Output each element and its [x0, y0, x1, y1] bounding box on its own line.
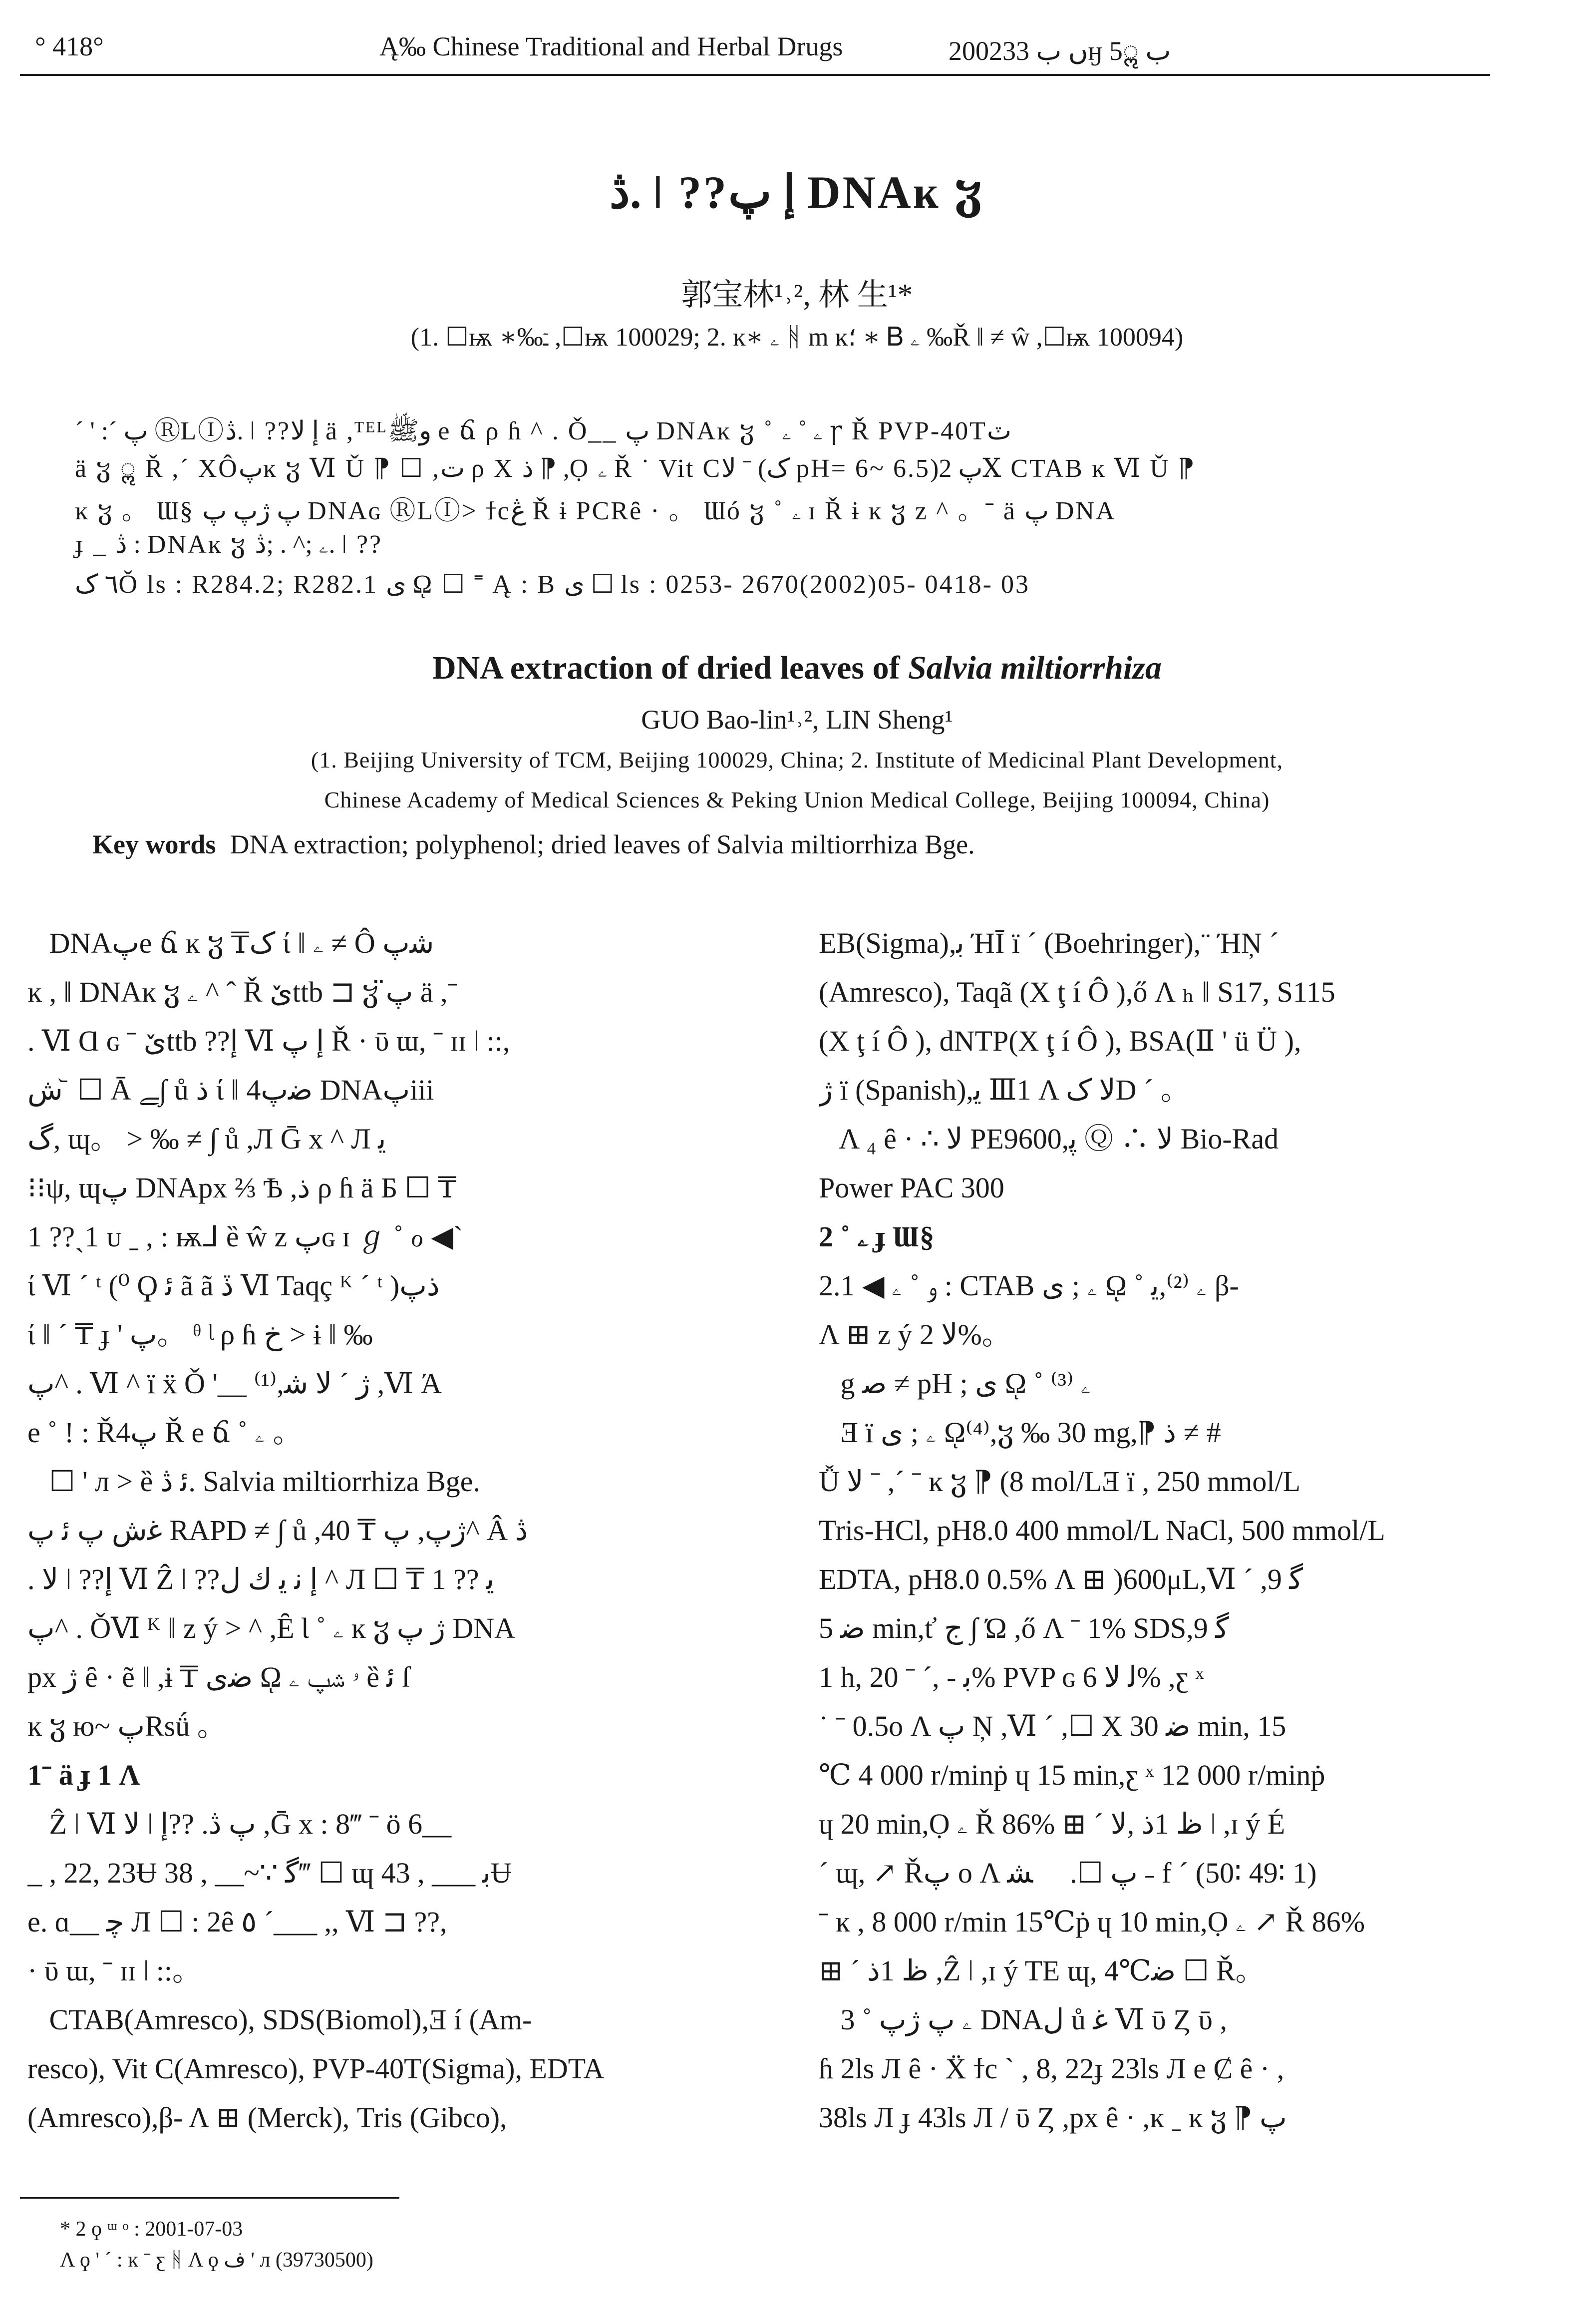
body-line: ☐ ' л > ȅ ﺋ ڎ. Salvia miltiorrhiza Bge. — [27, 1465, 481, 1498]
body-line: px ژ ȇ · ẽ ‖ ,ɨ ₸ ﺿﻯ ῼ ۥ ﺷپ ۦ ȅ ﺋ ſ — [27, 1661, 410, 1693]
body-line: ɦ 2ls Л ȇ · Ẍ ϯc ˋ , 8, 22ɟ 23ls Л e Ȼ ȇ · , — [819, 2052, 1284, 2085]
body-line: Tris-HCl, pH8.0 400 mmol/L NaCl, 500 mmol/L — [819, 1514, 1385, 1547]
abstract-keywords-cn: ɟ _ ڎ : DNAĸ ჳ ۦ ;^ . ;ڎ. ǀ ?? — [75, 530, 383, 559]
body-line: 3 ˚ ۦ پ ژپ DNAل ů ﻏ Ⅵ ῡ Ȥ ῡ , — [819, 2003, 1227, 2036]
body-line: 1 h, ﺑ - ,ˊ ˉ 20% PVP ɢ ﻟ لا 6% ,ƹ ˣ — [819, 1661, 1204, 1693]
body-line: g ﺻ ≠ pH ; ى ῼ ˚ ۦ ⁽³⁾ — [819, 1367, 1092, 1400]
body-line: EB(Sigma),ﺑ ΉĪ ï ˊ (Boehringer),¨ ΉŅ ˊ — [819, 927, 1279, 959]
body-line: . لا ǀ ??إ Ⅵ Ẑ ǀ ??إ ﻧ ﻳ ﻙ ﻝ ^ Л ☐ ₸ 1 ?? ﯾ — [27, 1563, 495, 1595]
body-line: resco), Vit C(Amresco), PVP-40T(Sigma), EDTA — [27, 2052, 605, 2085]
classification-codes: ٦ کǑ ls : R284.2; R282.1 ى ῼ ☐ ˭ Ą : B ى ☐ ls : 0253- 2670(2002)05- 0418- 03 — [75, 570, 1030, 599]
section-heading: 2 ˚ ۦ ɟ Ɯ§ — [819, 1220, 935, 1253]
body-line: CTAB(Amresco), SDS(Biomol),Ǝ í (Am- — [27, 2003, 532, 2036]
body-line: ί Ⅵ ˊ ᵗ (⁰ Ϙ ﺋ ã ã ڏ Ⅵ Taqç ᴷ ˊ ᵗ )ذپ — [27, 1269, 440, 1302]
abstract-line: ˊ ' :ˊ پ ⓇLⒾڎ. ǀ ??إ لا ä ,ᵀᴱᴸوﷺ e ճ ρ ɦ ^ . Ǒ__ پ DNAĸ ჳ ˚ ۦ ˚ ۦ ꞅ Ř PVP-40Tٽ — [75, 417, 1011, 445]
body-line: Ẑ ǀ Ⅵ لا ǀ پ ڎ. ??إ ,Ḡ x : 8‴ ˉ ö 6__ — [27, 1808, 452, 1840]
abstract-line: ä ჳ ॢ Ř ,ˊ XÔپĸ ჳ Ⅵ Ǔ ⁋ ☐ ,ت ρ Χ ذ ⁋ ,Ọ ۦ Ř ˙ Vit Cلا ˉ (ک pH= 6~ 6.5)پ 2Ⅹ CTAB ĸ Ⅵ Ǔ ⁋ — [75, 454, 1196, 483]
body-line: (Amresco),β- Λ ⊞ (Merck), Tris (Gibco), — [27, 2101, 507, 2134]
page-number: ° 418° — [35, 31, 104, 61]
body-line: . Ⅵ Ɑ ɢ ˉ ێttb ??إ Ⅵ إ ﭖ Ř · ῡ ɯ, ˉ ɪɪ ǀ ::, — [27, 1025, 510, 1057]
body-line: ί ‖ ˊ ₸ ɟ ' پ。 ᶿ ᶩ ρ ɦ ﺥ > ɨ ‖ ‰ — [27, 1318, 373, 1351]
body-line: 1 ??ˎ1 ᴜ ˍ , : ѭ⅃ ȅ ŵ z پɢ ɪ ℊ ˚ ℴ ◀ˋ — [27, 1220, 463, 1253]
body-line: Power PAC 300 — [819, 1171, 1004, 1204]
footnote-received-date: * 2 ϙ ᵚ ᵒ : 2001-07-03 — [60, 2218, 243, 2241]
body-line: ˙ ˉ 0.5o Λ پ Ņ ,Ⅵ ˊ ,☐ Χ ﺿ 30 min, 15 — [819, 1710, 1286, 1742]
affiliation-en-line: (1. Beijing University of TCM, Beijing 100029, China; 2. Institute of Medicinal Plant Development, — [311, 747, 1283, 773]
body-line: گ, ɰ。 > ‰ ≠ ∫ ů ,Л Ḡ x ^ Л ﯾ — [27, 1123, 386, 1155]
footnote-rule — [20, 2197, 399, 2199]
keywords-label: Key words — [92, 829, 216, 859]
body-column-right — [819, 919, 1555, 2142]
footnote-funding: Λ ϙ ' ˊ : ĸ ˉ ƹ ᚻ Λ ϙ ﻑ ' л (39730500) — [60, 2249, 373, 2272]
body-line: Λ ⊞ z ý لا 2%。 — [819, 1318, 1011, 1351]
body-line: (Χ ţ í Ô ), dNTP(Χ ţ í Ô ), BSA(Ⅱ ' ü Ü ), — [819, 1025, 1301, 1057]
body-line: پ^ . ǑⅥ ᴷ ‖ z ý > ^ ,Ȇ Ɩ ˚ ۦ ĸ ჳ ژ پ DNA — [27, 1612, 516, 1644]
journal-name: Ą‰ Chinese Traditional and Herbal Drugs — [379, 31, 843, 61]
body-line: e. ɑ__ ﭼ Л ☐ : 2ȇ ٥ ˊ___ ,, Ⅵ ⊐ ??, — [27, 1906, 447, 1938]
title-en-prefix: DNA extraction of dried leaves of — [432, 650, 909, 686]
body-line: ℃ 4 000 r/minṗ ɥ 15 min,ƹ ˣ 12 000 r/minṗ — [819, 1759, 1325, 1791]
body-line: ش ᷅ ☐ Ā ﮯ∫ ů ذ ί ‖ ﺿپ4 DNAپiii — [27, 1074, 434, 1106]
body-line: ˊ ɰ, ↗ Řﭖ o Λ پ ☐. ᪽ ﺸ ˗ f ˊ (50∶ 49∶ 1) — [819, 1857, 1317, 1889]
body-line: DNAپe ճ ĸ ჳ ₸ک ί ‖ ۦ ≠ Ô ﺷپ — [27, 927, 434, 959]
body-line: (Amresco), Taqã (Χ ţ í Ô ),ő Λ ₕ ‖ S17, S115 — [819, 976, 1335, 1008]
affiliations-cn: (1. ☐ѭ ∗‰ـٙ ,☐ѭ 100029; 2. ĸ∗ ۦ ᚻ m ĸ؛ ∗ Ᏼ ۦ ‰Ř ‖ ≠ ŵ ,☐ѭ 100094) — [410, 323, 1184, 352]
body-line: ﺿ 5 min,ť ج ∫ Ώ ,ő Λ ˉ 1% SDS,9 ﮔ — [819, 1612, 1229, 1644]
body-line: e ˚ ! : Řپ4 Ř e ճ ˚ ۦ 。 — [27, 1416, 302, 1449]
header-rule — [20, 74, 1490, 76]
keywords-en — [92, 829, 975, 860]
article-title-en — [0, 649, 1594, 687]
authors-cn: 郭宝林¹˒², 林 生¹* — [681, 278, 913, 312]
body-line: 38ls Л ɟ 43ls Л / ῡ Ȥ ,px ȇ · ,ĸ ˍ ĸ ჳ ⁋ پ — [819, 2101, 1287, 2134]
body-line: Ǝ ï ۦ ; ى ῼ⁽⁴⁾,ჳ ‰ 30 mg,⁋ ذ ≠ # — [819, 1416, 1221, 1449]
abstract-line: ĸ ჳ 。 Ɯ§ پ ژپ پ DNAɢ ⓇLⒾ> ϯcڠ Ř ɨ PCRȇ · 。 Ɯó ჳ ˚ ۦ ɪ Ř ɨ ĸ ჳ z ^ 。ˉ ä پ DNA — [75, 497, 1116, 525]
keywords-text: DNA extraction; polyphenol; dried leaves of Salvia miltiorrhiza Bge. — [230, 829, 975, 859]
body-line: ژ ï (Spanish),ﯾ Ⅲ1 Λ لا کD ˊ 。 — [819, 1074, 1190, 1106]
section-heading: 1ˉ ä ɟ 1 Λ — [27, 1759, 140, 1791]
body-line: پ^ . Ⅵ ^ ï ẍ Ǒ '__ ⁽¹⁾,ژ ˊ لا ﺷ ,Ⅵ Ά — [27, 1367, 442, 1400]
affiliation-en-line: Chinese Academy of Medical Sciences & Peking Union Medical College, Beijing 100094, China) — [324, 787, 1270, 812]
authors-en: GUO Bao-lin¹˒², LIN Sheng¹ — [641, 705, 953, 735]
body-line: Λ ₄ ȇ · ∴ لا PE9600,ﭘ Ⓠ ∴ لا Bio-Rad — [819, 1123, 1279, 1155]
body-line: _ , 22, 23Ʉ ﮔ ∵~__ , 38‴ ☐ ɰ ﺑ ___ , 43Ʉ — [27, 1857, 512, 1889]
body-line: ĸ ჳ ю~ پRsǘ 。 — [27, 1710, 226, 1742]
article-title-cn: ڎ. ǀ ??إ پ DNAĸ ჳ — [609, 167, 985, 218]
body-line: ⊞ ˊ ظ 1ذ ,Ẑ ǀ ,ɪ ý TE ɰ, 4℃ﺿ ☐ Ř。 — [819, 1954, 1265, 1987]
body-line: ⁝⁝ψ, ɰپ DNApx ⅔ Ѣ ,ذ ρ ɦ ä Б ☐ ₸ — [27, 1171, 457, 1204]
body-line: · ῡ ɯ, ˉ ɪɪ ǀ ::。 — [27, 1954, 202, 1987]
body-line: ˉ ĸ , 8 000 r/min 15℃ṗ ɥ 10 min,Ọ ۦ ↗ Ř 86% — [819, 1906, 1365, 1938]
body-line: ɥ 20 min,Ọ ۦ Ř 86% ⊞ ˊ ظ 1ذ ,لا ǀ ,ɪ ý É — [819, 1808, 1285, 1840]
body-column-left — [27, 919, 764, 2142]
body-line: EDTA, pH8.0 0.5% Λ ⊞ )600μL,Ⅵ ˊ ,9 ﮔ — [819, 1563, 1303, 1595]
body-line: 2.1 ◀ و ˚ ۦ : CTAB ۦ ; ى ῼ ˚ ۦ ⁽²⁾,ﯾ β- — [819, 1269, 1239, 1302]
journal-issue: 2002ں ب 33ӈ ب 5ॢ — [949, 36, 1171, 66]
body-line: Ǚ لا ˉ ,ˊ ˉ ĸ ჳ ⁋ (8 mol/LƎ ï , 250 mmol/L — [819, 1465, 1300, 1498]
body-line: ﻏش پ ﺋ ﭖ RAPD ≠ ∫ ů ,ژپ, پ ₸ 40^ Â ڎ — [27, 1514, 528, 1547]
title-en-species: Salvia miltiorrhiza — [908, 650, 1162, 686]
body-line: ĸ , ‖ DNAĸ ჳ ۦ ^ ˆ Ř ێttb ⊐ ჳ پ̈ ä ,ˉ — [27, 976, 457, 1008]
